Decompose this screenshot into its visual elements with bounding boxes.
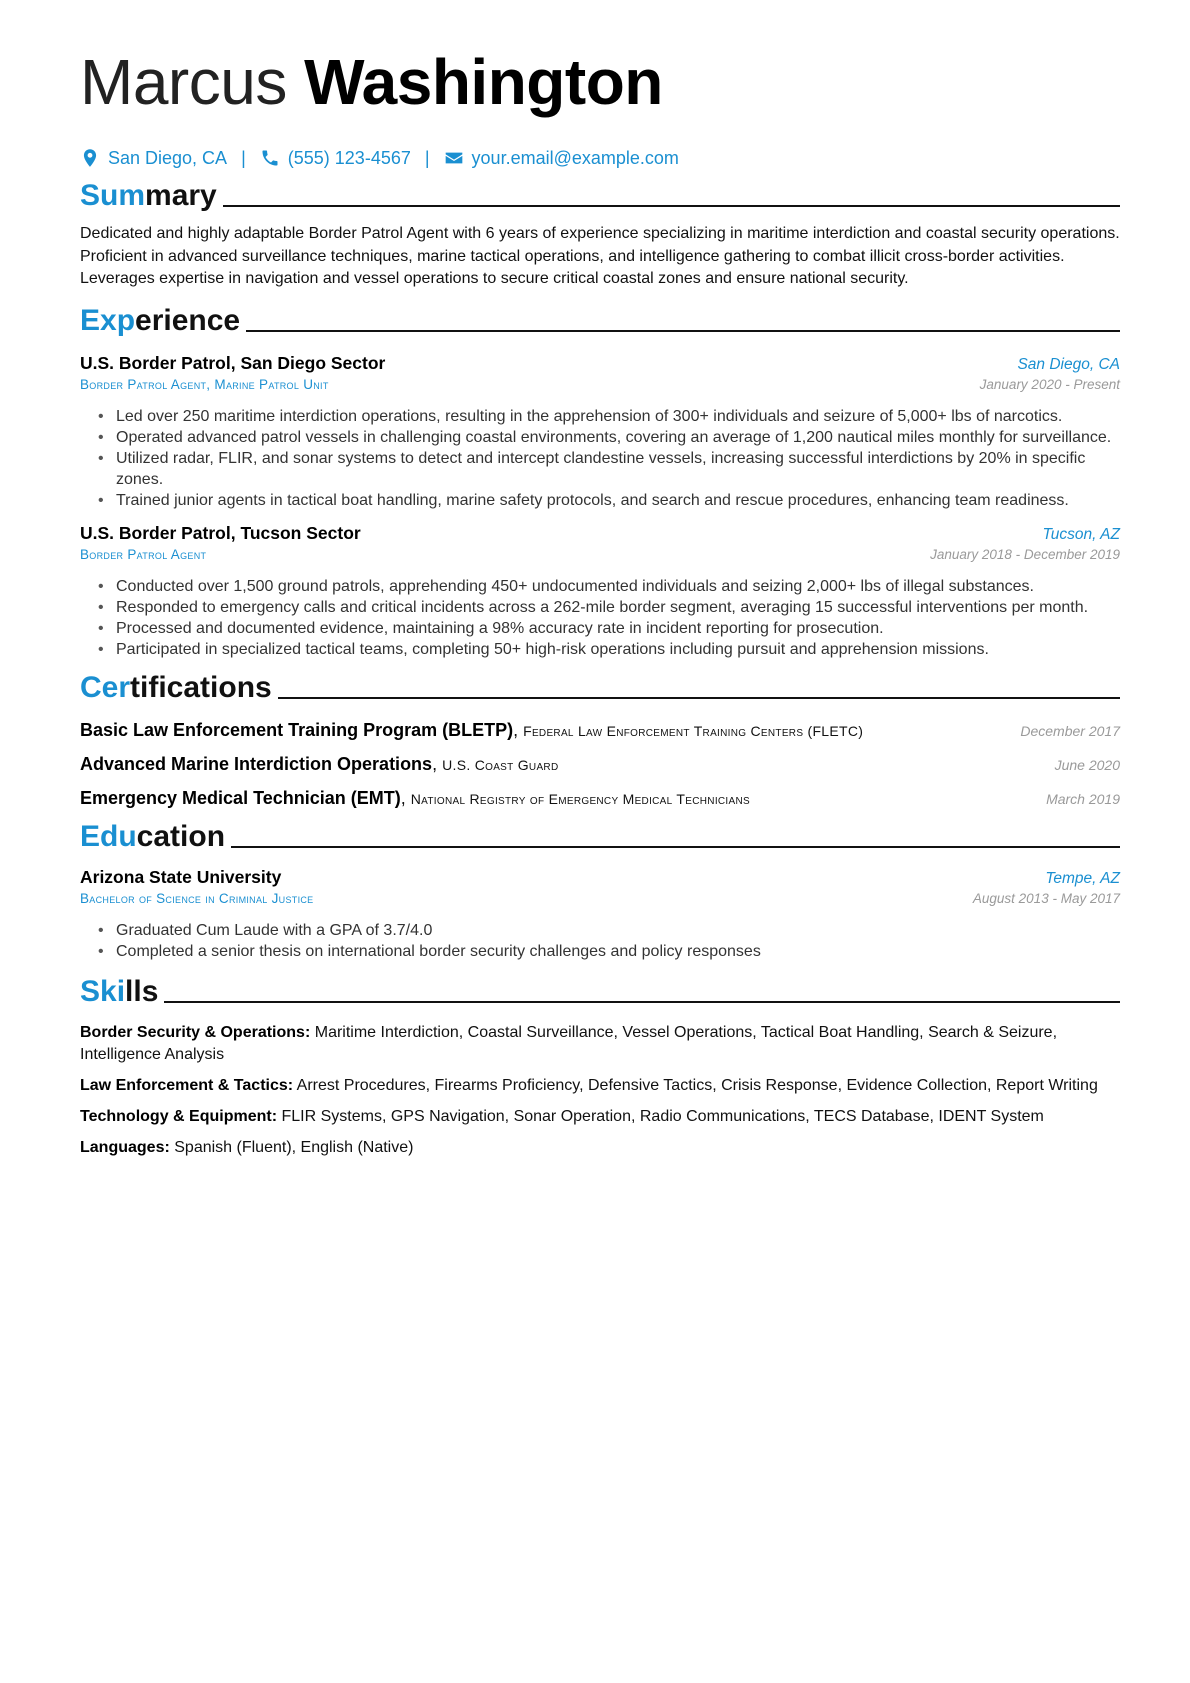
map-marker-icon (80, 148, 100, 168)
achievement-list (80, 406, 1120, 511)
skill-row (80, 1106, 1120, 1128)
heading-accent: Exp (80, 303, 136, 337)
list-item: • Participated in specialized tactical teams, completing 50+ high-risk operations including pursuit and apprehension missions. (116, 639, 1120, 660)
school-name: Arizona State University (80, 866, 282, 887)
certification-name: Advanced Marine Interdiction Operations (80, 753, 433, 774)
certification-issuer: Federal Law Enforcement Training Centers (FLETC) (523, 722, 864, 739)
school-location: Tempe, AZ (1045, 869, 1120, 887)
skill-value: Maritime Interdiction, Coastal Surveillance, Vessel Operations, Tactical Boat Handling, Search & Seizure, Intelligence Analysis (80, 1023, 1058, 1063)
skill-value: FLIR Systems, GPS Navigation, Sonar Operation, Radio Communications, TECS Database, IDENT System (281, 1107, 1044, 1125)
certification-date: March 2019 (1046, 790, 1120, 807)
heading-rest: lls (125, 974, 159, 1008)
summary-text: Dedicated and highly adaptable Border Patrol Agent with 6 years of experience specializing in maritime interdiction and coastal security operations. Proficient in advanced surveillance techniques, marine tactical operations, and intelligence gathering to combat illicit cross-border activities. Leverages expertise in navigation and vessel operations to secure critical coastal zones and ensure national security. (80, 225, 1120, 287)
experience-entry (80, 353, 1120, 511)
list-item: • Conducted over 1,500 ground patrols, apprehending 450+ undocumented individuals and seizing 2,000+ lbs of illegal substances. (116, 576, 1120, 597)
employer-name: U.S. Border Patrol, Tucson Sector (80, 522, 361, 543)
skill-label: Technology & Equipment: (80, 1107, 278, 1125)
job-dates: January 2018 - December 2019 (930, 546, 1120, 562)
education-heading (80, 819, 1120, 855)
achievement-list (80, 576, 1120, 660)
contact-phone[interactable] (260, 148, 411, 169)
certification-date: June 2020 (1054, 756, 1120, 773)
skill-row (80, 1022, 1120, 1066)
contact-separator: | (241, 147, 246, 168)
skill-row (80, 1075, 1120, 1097)
skill-value: Arrest Procedures, Firearms Proficiency, Defensive Tactics, Crisis Response, Evidence Collection, Report Writing (296, 1076, 1098, 1094)
contact-separator: | (424, 147, 430, 168)
envelope-icon (444, 148, 464, 168)
employer-location: Tucson, AZ (1042, 525, 1120, 543)
skill-row (80, 1137, 1120, 1159)
heading-rule (164, 1001, 1120, 1003)
list-item: • Responded to emergency calls and critical incidents across a 262-mile border segment, averaging 15 successful interventions per month. (116, 597, 1120, 618)
certification-item: Basic Law Enforcement Training Program (BLETP), Federal Law Enforcement Training Centers (FLETC) December 2017 (80, 719, 1120, 740)
heading-rule (223, 205, 1120, 207)
phone-icon (260, 148, 280, 168)
certifications-heading (80, 670, 1120, 706)
list-item: • Operated advanced patrol vessels in challenging coastal environments, covering an average of 1,200 nautical miles monthly for surveillance. (116, 427, 1120, 448)
email-text: your.email@example.com (471, 147, 679, 168)
experience-heading (80, 303, 1120, 339)
contact-email[interactable] (444, 148, 679, 169)
certification-name: Basic Law Enforcement Training Program (BLETP) (80, 719, 514, 740)
certification-issuer: U.S. Coast Guard (442, 756, 559, 773)
heading-accent: Cer (80, 670, 131, 704)
skill-value: Spanish (Fluent), English (Native) (174, 1138, 414, 1156)
skill-label: Languages: (80, 1138, 170, 1156)
list-item: • Processed and documented evidence, maintaining a 98% accuracy rate in incident reporting for prosecution. (116, 618, 1120, 639)
certification-name: Emergency Medical Technician (EMT) (80, 787, 401, 808)
employer-location: San Diego, CA (1017, 355, 1120, 373)
heading-rule (231, 846, 1120, 848)
education-entry (80, 867, 1120, 962)
job-title: Border Patrol Agent (80, 546, 207, 562)
list-item: • Utilized radar, FLIR, and sonar systems to detect and intercept clandestine vessels, increasing successful interdictions by 20% in specific zones. (116, 448, 1120, 490)
heading-rule (246, 330, 1120, 332)
certification-date: December 2017 (1020, 722, 1120, 739)
degree-title: Bachelor of Science in Criminal Justice (80, 890, 314, 906)
heading-rest: cation (136, 819, 226, 853)
list-item: • Completed a senior thesis on international border security challenges and policy responses (116, 941, 1120, 962)
heading-accent: Ski (80, 974, 126, 1008)
heading-accent: Edu (80, 819, 137, 853)
employer-name: U.S. Border Patrol, San Diego Sector (80, 352, 386, 373)
contact-bar (80, 144, 1120, 172)
candidate-name (80, 42, 1120, 122)
list-item: • Trained junior agents in tactical boat handling, marine safety protocols, and search and rescue procedures, enhancing team readiness. (116, 490, 1120, 511)
skill-label: Law Enforcement & Tactics: (80, 1076, 294, 1094)
heading-rest: tifications (130, 670, 272, 704)
contact-location (80, 148, 227, 169)
job-dates: January 2020 - Present (979, 376, 1120, 392)
location-text: San Diego, CA (108, 147, 228, 168)
list-item: • Led over 250 maritime interdiction operations, resulting in the apprehension of 300+ individuals and seizure of 5,000+ lbs of narcotics. (116, 406, 1120, 427)
phone-text: (555) 123-4567 (287, 147, 411, 168)
list-item: • Graduated Cum Laude with a GPA of 3.7/4.0 (116, 920, 1120, 941)
experience-entry (80, 523, 1120, 660)
heading-rest: mary (145, 179, 217, 212)
certification-item: Advanced Marine Interdiction Operations, U.S. Coast Guard June 2020 (80, 753, 1120, 774)
certification-item: Emergency Medical Technician (EMT), National Registry of Emergency Medical Technicians March 2019 (80, 787, 1120, 808)
education-dates: August 2013 - May 2017 (972, 890, 1120, 906)
job-title: Border Patrol Agent, Marine Patrol Unit (80, 376, 329, 392)
heading-rest: erience (135, 303, 241, 337)
heading-rule (278, 697, 1120, 699)
education-list (80, 920, 1120, 962)
first-name: Marcus (80, 46, 287, 118)
skill-label: Border Security & Operations: (80, 1023, 311, 1041)
heading-accent: Sum (80, 179, 146, 212)
skills-heading (80, 974, 1120, 1010)
last-name: Washington (304, 46, 663, 118)
certification-issuer: National Registry of Emergency Medical Technicians (410, 790, 750, 807)
summary-heading (80, 178, 1120, 214)
